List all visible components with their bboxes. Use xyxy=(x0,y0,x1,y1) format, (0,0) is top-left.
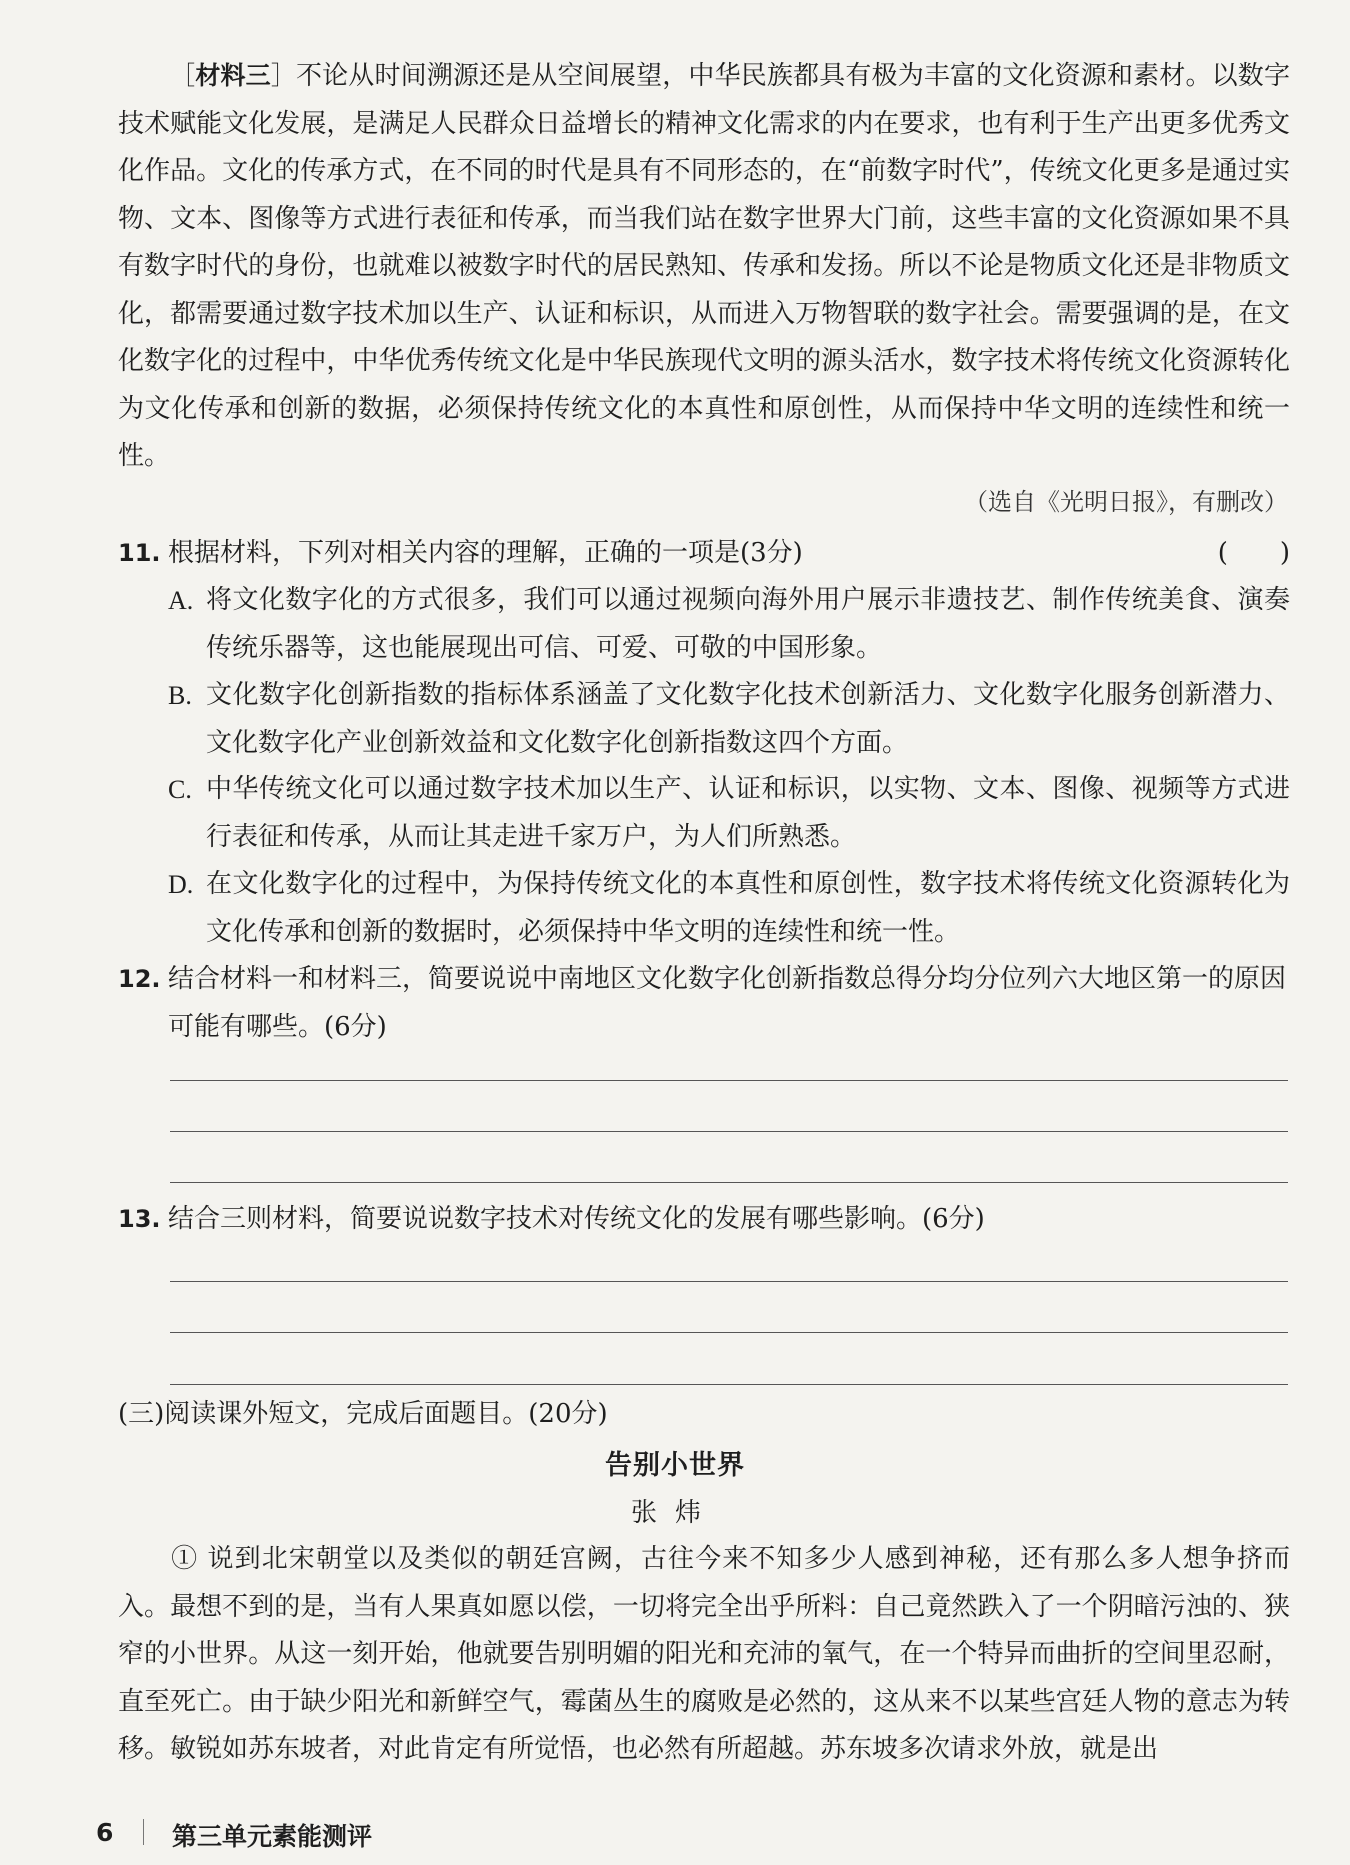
section-heading: (三)阅读课外短文，完成后面题目。(20分) xyxy=(118,1399,608,1429)
question-13 xyxy=(118,1196,1290,1244)
option-letter: A. xyxy=(168,586,194,615)
question-12 xyxy=(118,956,1290,1051)
article-paragraph-1: ① 说到北宋朝堂以及类似的朝廷宫阙，古往今来不知多少人感到神秘，还有那么多人想争挤而入。最想不到的是，当有人果真如愿以偿，一切将完全出乎所料：自己竟然跌入了一个阴暗污浊的、狭窄的小世界。从这一刻开始，他就要告别明媚的阳光和充沛的氧气，在一个特异而曲折的空间里忍耐，直至死亡。由于缺少阳光和新鲜空气，霉菌丛生的腐败是必然的，这从来不以某些宫廷人物的意志为转移。敏锐如苏东坡者，对此肯定有所觉悟，也必然有所超越。苏东坡多次请求外放，就是出 xyxy=(118,1544,1290,1764)
answer-line[interactable] xyxy=(170,1332,1288,1333)
option-text: 文化数字化创新指数的指标体系涵盖了文化数字化技术创新活力、文化数字化服务创新潜力、文化数字化产业创新效益和文化数字化创新指数这四个方面。 xyxy=(206,680,1290,758)
article-author: 张炜 xyxy=(630,1498,719,1528)
question-number: 12. xyxy=(118,965,161,993)
question-text: 结合三则材料，简要说说数字技术对传统文化的发展有哪些影响。(6分) xyxy=(168,1204,985,1234)
question-text: 结合材料一和材料三，简要说说中南地区文化数字化创新指数总得分均分位列六大地区第一的原因可能有哪些。(6分) xyxy=(168,964,1287,1042)
option-b[interactable] xyxy=(168,672,1290,767)
option-text: 将文化数字化的方式很多，我们可以通过视频向海外用户展示非遗技艺、制作传统美食、演奏传统乐器等，这也能展现出可信、可爱、可敬的中国形象。 xyxy=(206,585,1290,663)
option-a[interactable] xyxy=(168,577,1290,672)
page-number: 6 xyxy=(96,1818,114,1847)
question-11 xyxy=(118,530,1290,578)
material-3-tag: ［材料三］ xyxy=(170,61,296,90)
question-number: 11. xyxy=(118,539,161,567)
material-3-paragraph xyxy=(118,52,1290,481)
option-text: 中华传统文化可以通过数字技术加以生产、认证和标识，以实物、文本、图像、视频等方式进行表征和传承，从而让其走进千家万户，为人们所熟悉。 xyxy=(206,774,1290,852)
unit-title: 第三单元素能测评 xyxy=(172,1822,373,1851)
question-number: 13. xyxy=(118,1205,161,1233)
answer-line[interactable] xyxy=(170,1281,1288,1282)
option-d[interactable] xyxy=(168,861,1290,956)
option-letter: D. xyxy=(168,870,194,899)
article-title: 告别小世界 xyxy=(605,1450,745,1481)
answer-paren[interactable]: ( ) xyxy=(1217,538,1290,568)
option-letter: B. xyxy=(168,681,192,710)
answer-line[interactable] xyxy=(170,1131,1288,1132)
answer-line[interactable] xyxy=(170,1080,1288,1081)
material-source: （选自《光明日报》，有删改） xyxy=(964,488,1288,516)
footer-divider xyxy=(143,1819,144,1845)
material-3-text: 不论从时间溯源还是从空间展望，中华民族都具有极为丰富的文化资源和素材。以数字技术赋能文化发展，是满足人民群众日益增长的精神文化需求的内在要求，也有利于生产出更多优秀文化作品。文化的传承方式，在不同的时代是具有不同形态的，在“前数字时代”，传统文化更多是通过实物、文本、图像等方式进行表征和传承，而当我们站在数字世界大门前，这些丰富的文化资源如果不具有数字时代的身份，也就难以被数字时代的居民熟知、传承和发扬。所以不论是物质文化还是非物质文化，都需要通过数字技术加以生产、认证和标识，从而进入万物智联的数字社会。需要强调的是，在文化数字化的过程中，中华优秀传统文化是中华民族现代文明的源头活水，数字技术将传统文化资源转化为文化传承和创新的数据，必须保持传统文化的本真性和原创性，从而保持中华文明的连续性和统一性。 xyxy=(118,61,1290,471)
option-text: 在文化数字化的过程中，为保持传统文化的本真性和原创性，数字技术将传统文化资源转化为文化传承和创新的数据时，必须保持中华文明的连续性和统一性。 xyxy=(206,869,1290,947)
answer-line[interactable] xyxy=(170,1384,1288,1385)
answer-line[interactable] xyxy=(170,1182,1288,1183)
question-text: 根据材料，下列对相关内容的理解，正确的一项是(3分) xyxy=(168,538,803,568)
option-letter: C. xyxy=(168,775,192,804)
option-c[interactable] xyxy=(168,766,1290,861)
